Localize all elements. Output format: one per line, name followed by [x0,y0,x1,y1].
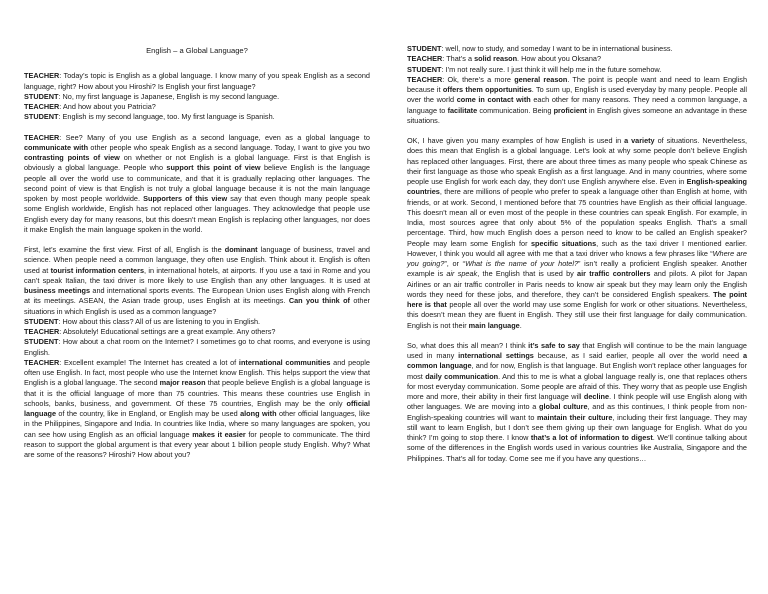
bold-phrase: TEACHER [24,71,60,81]
bold-phrase: communicate with [24,142,89,152]
bold-phrase: Can you think of [288,296,350,306]
paragraph [24,112,370,122]
text-run: , there are millions of people who prefer to speak a language other than English at home, with friends, or at work. Second, I mentioned before that 75 countries have English as their official language. This doesn’t mean all or even most of the people in these countries can speak English. For example, in India, most sources agree that only about 5% of the population speaks English. That’s a small percentage. Third, how much English does a person need to know to be called an English speaker? People may learn some English for [407,187,747,248]
paragraph [407,341,747,464]
paragraph [407,136,747,331]
bold-phrase: air traffic controllers [577,269,651,279]
bold-phrase: STUDENT [407,64,442,74]
text-run: that English will continue to be the main language used in many [407,340,747,360]
paragraph [24,317,370,327]
text-run: other people who speak English as a second language. Today, I want to give you two [88,142,370,152]
bold-phrase: main language [468,320,520,330]
bold-phrase: official language [24,398,370,418]
bold-phrase: solid reason [474,54,518,64]
text-run: : Absolutely! Educational settings are a great example. Any others? [59,327,276,336]
bold-phrase: maintain their culture [537,412,613,422]
text-run: : well, now to study, and someday I want to be in international business. [441,44,673,53]
paragraph [24,358,370,461]
paragraph [24,337,370,358]
bold-phrase: TEACHER [24,327,60,336]
bold-phrase: TEACHER [407,54,443,64]
left-column [24,44,370,460]
text-run: say that even though many people speak some English worldwide, English has not replaced other languages. They acknowledge that people use English every day for many reasons, but this doesn’t mean English is replacing other languages, nor does it make English the main language spoken in the world. [24,194,370,234]
bold-phrase: The point here is that [407,289,747,309]
bold-phrase: contrasting points of view [24,153,120,162]
paragraph [24,71,370,92]
bold-phrase: major reason [159,378,206,388]
text-run: and people often use English. In fact, most people who use the Internet know English. This helps support the view that English is a global language. The second [24,357,370,388]
text-run: ” isn’t really a proficient English speaker. Another example is [407,259,747,279]
text-run: : How about a chat room on the Internet? I sometimes go to chat rooms, and everyone is using English. [24,337,370,357]
text-run: in English gives someone an advantage in these situations. [407,105,747,125]
right-column-body [407,44,747,464]
text-run: . [519,320,522,330]
text-run: , the English that is used by [477,269,578,279]
text-run: that people believe English is a global language is that it is the official language of more than 75 countries. This means these countries use English in schools, banks, business, and government. Of these 75 countries, English may be the only [24,378,370,408]
text-run: : No, my first language is Japanese, English is my second language. [58,91,280,101]
bold-phrase: English-speaking countries [407,177,747,197]
text-run: : Ok, there’s a more [442,74,515,84]
text-run: other situations in which English is used as a common language? [24,296,370,316]
text-run: and pilots. A pilot for Japan Airlines or an air traffic controller in Paris needs to know air speak but they may learn only the English words they need for these jobs, and therefore, they can’t be considered English speakers. [407,269,748,299]
bold-phrase: TEACHER [407,74,443,84]
paragraph [24,245,370,317]
text-run: , such as the taxi driver I mentioned earlier. However, I think you would all agree with me that a taxi driver who knows a few phrases like “ [407,238,747,258]
italic-phrase: What is the name of your hotel? [465,259,579,268]
text-run: : And how about you Patricia? [59,102,156,111]
text-run: and international sports events. The European Union uses English along with French at its meetings. ASEAN, the Asian trade group, uses English at its meetings. [24,286,370,306]
bold-phrase: decline [583,392,610,401]
bold-phrase: specific situations [531,238,597,248]
text-run: on whether or not English is a global language. First is that English is obviously a global language. People who [24,153,370,173]
bold-phrase: STUDENT [24,316,59,326]
text-run: people all over the world may use some English for work or other situations. Nevertheless, this doesn’t mean they are fluent in English. They still use their first language for daily communication. English is not their [407,300,747,330]
italic-phrase: Where are you going? [407,248,747,268]
left-column-body [24,71,370,460]
text-run: , in international hotels, at airports. If you use a taxi in Rome and you can’t speak Italian, the taxi driver is more likely to use English than any other languages. It is used at [24,265,370,285]
bold-phrase: offers them opportunities [442,85,532,94]
paragraph [407,75,747,126]
paragraph [407,54,747,64]
text-run: each other for many reasons. They need a common language, a language to [407,95,748,115]
text-run: : Excellent example! The Internet has created a lot of [59,357,239,367]
paragraph [407,65,747,75]
text-run: , including their first language. They may still want to learn English, but I don’t see them giving up their own language for English. What do you think? I’m going to stop there. I know [407,412,748,442]
bold-phrase: support this point of view [166,163,261,173]
bold-phrase: it’s safe to say [528,340,580,350]
text-run: . The point is people want and need to learn English because it [407,74,748,94]
bold-phrase: TEACHER [24,132,60,142]
bold-phrase: along with [240,409,277,418]
italic-phrase: air speak [446,269,478,279]
text-run: , and as this continues, I think people from non-English-speaking countries will want to [407,402,748,422]
text-run: ”, or “ [444,259,466,268]
text-run: First, let’s examine the first view. First of all, English is the [24,245,225,254]
bold-phrase: tourist information centers [50,265,144,275]
text-run: So, what does this all mean? I think [407,340,529,350]
bold-phrase: dominant [224,245,258,254]
text-run: , and for now, English is that language. But English won’t replace other languages for most [407,361,748,381]
text-run: : How about this class? All of us are listening to you in English. [58,316,261,326]
bold-phrase: makes it easier [192,429,246,439]
bold-phrase: a common language [407,351,747,371]
bold-phrase: general reason [514,74,568,84]
text-run: OK, I have given you many examples of how English is used in [407,136,625,145]
bold-phrase: TEACHER [24,102,60,111]
text-run: : That’s a [442,54,475,64]
text-run: other official languages, like in the Philippines, Singapore and India. In countries like India, where so many languages are spoken, you can see how using English as an official language [24,409,370,439]
text-run: . To sum up, English is used everyday by many people. People all over the world [407,85,748,105]
text-run: . I think people will use English along with other languages. We are moving into a [407,392,747,412]
bold-phrase: proficient [553,105,587,115]
text-run: because, as I said earlier, people all over the world need [533,351,743,360]
text-run: . And this to me is what a global language really is, one that replaces others for most everyday communication. Some people are afraid of this. They worry that as people use English more and more, their ability in their first language will [407,371,748,401]
text-run: . We’ll continue talking about some of the differences in the English words used in various countries like Australia, Singapore and the Philippines. That’s all for today. Come see me if you have any questions… [407,433,747,463]
text-run: : I’m not really sure. I just think it will help me in the future somehow. [441,64,662,74]
bold-phrase: STUDENT [24,112,59,122]
paragraph [24,92,370,102]
text-run: for people to communicate. The third reason to support the global argument is that every year about 1 billion people study English. Why? What are some of the reasons? Hiroshi? How about you? [24,429,370,459]
paragraph [407,44,747,54]
bold-phrase: international settings [458,351,534,360]
text-run: of the country, like in England, or English may be used [56,409,241,418]
bold-phrase: facilitate [447,105,478,115]
right-column [407,44,747,464]
bold-phrase: TEACHER [24,357,60,367]
text-run: : See? Many of you use English as a second language, even as a global language to [59,132,370,142]
paragraph [24,133,370,236]
bold-phrase: business meetings [24,286,91,295]
text-run: : English is my second language, too. My first language is Spanish. [58,112,275,122]
bold-phrase: come in contact with [456,95,531,105]
bold-phrase: STUDENT [24,337,59,347]
bold-phrase: a variety [624,136,655,145]
text-run: : Today’s topic is English as a global language. I know many of you speak English as a second language, right? How about you Hiroshi? Is English your first language? [24,71,370,91]
text-run: of situations. Nevertheless, does this mean that English is a global language. Let’s look at why some people don’t believe English has replaced other languages. First, there are about three times as many people who speak Chinese as their first language as those who speak English as a first language. And in many countries, where some people use English for work each day, they don’t use English anywhere else. Even in [407,136,747,186]
bold-phrase: global culture [539,402,588,412]
bold-phrase: international communities [238,357,331,367]
bold-phrase: that’s a lot of information to digest [530,433,653,442]
bold-phrase: daily communication [425,371,499,381]
paragraph [24,102,370,112]
text-run: believe English is the language people all over the world use to communicate, and that it is gradually replacing other languages. The second point of view is that English is not truly a global language because it is not the main language spoken by most people worldwide. [24,163,370,203]
bold-phrase: STUDENT [407,44,442,53]
text-run: . How about you Oksana? [517,54,602,64]
bold-phrase: Supporters of this view [143,194,228,203]
bold-phrase: STUDENT [24,91,59,101]
paragraph [24,327,370,337]
text-run: language of business, travel and science. When people need a common language, they often use English. Think about it. English is often used at [24,245,370,275]
page-title: English – a Global Language? [146,46,248,55]
text-run: communication. Being [477,105,554,115]
